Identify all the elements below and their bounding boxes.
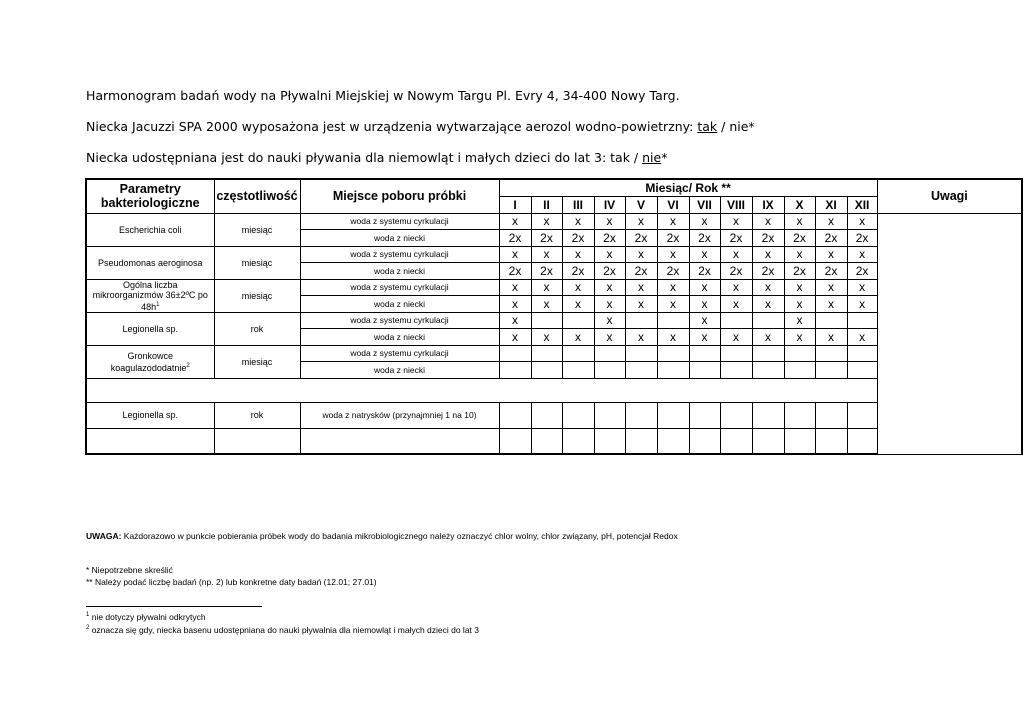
month-mark-cell: x: [752, 213, 784, 230]
footnote-star-1: * Niepotrzebne skreślić: [86, 565, 173, 575]
month-mark-cell: 2x: [657, 263, 689, 280]
month-mark-cell: x: [499, 312, 531, 329]
month-mark-cell: x: [562, 329, 594, 346]
month-mark-cell: x: [499, 246, 531, 263]
blank-cell: [689, 428, 720, 454]
month-mark-cell: [847, 362, 877, 379]
frequency-value: miesiąc: [214, 246, 300, 279]
month-mark-cell: [625, 312, 657, 329]
blank-cell: [562, 428, 594, 454]
option-nie-underlined: nie: [642, 150, 662, 165]
month-mark-cell: [499, 402, 531, 428]
month-mark-cell: x: [720, 213, 752, 230]
parameter-name: Legionella sp.: [86, 402, 214, 428]
month-mark-cell: 2x: [689, 230, 720, 247]
month-mark-cell: [499, 345, 531, 362]
month-mark-cell: x: [657, 246, 689, 263]
footnote-2-number: 2: [86, 625, 90, 632]
month-mark-cell: x: [847, 329, 877, 346]
month-mark-cell: 2x: [784, 263, 815, 280]
header-month-year: Miesiąc/ Rok **: [499, 179, 877, 196]
parameter-label: Legionella sp.: [122, 323, 179, 334]
month-mark-cell: x: [847, 279, 877, 296]
month-mark-cell: [625, 402, 657, 428]
month-mark-cell: 2x: [689, 263, 720, 280]
month-mark-cell: 2x: [594, 263, 625, 280]
month-mark-cell: 2x: [784, 230, 815, 247]
uwaga-note: [86, 531, 678, 541]
table-row: [86, 213, 1022, 230]
month-mark-cell: x: [689, 246, 720, 263]
month-mark-cell: x: [594, 246, 625, 263]
month-header: III: [562, 196, 594, 213]
statement-suffix: / nie*: [717, 119, 755, 134]
blank-cell: [752, 428, 784, 454]
month-mark-cell: [815, 402, 847, 428]
month-mark-cell: x: [594, 312, 625, 329]
month-mark-cell: [689, 402, 720, 428]
month-mark-cell: [815, 312, 847, 329]
footnote-1-number: 1: [86, 612, 90, 619]
month-mark-cell: [847, 345, 877, 362]
month-mark-cell: 2x: [594, 230, 625, 247]
month-mark-cell: [594, 362, 625, 379]
month-mark-cell: [847, 312, 877, 329]
frequency-value: rok: [214, 402, 300, 428]
sampling-place: woda z systemu cyrkulacji: [300, 312, 499, 329]
month-mark-cell: x: [847, 213, 877, 230]
month-mark-cell: x: [720, 246, 752, 263]
sampling-place: woda z niecki: [300, 230, 499, 247]
parameter-label: Ogólna liczba mikroorganizmów 36±2ºC po 48h: [92, 279, 208, 312]
month-header: II: [531, 196, 562, 213]
infant-swimming-statement: [86, 150, 667, 165]
month-mark-cell: [531, 402, 562, 428]
footnote-star-2: ** Należy podać liczbę badań (np. 2) lub konkretne daty badań (12.01; 27.01): [86, 577, 377, 587]
month-mark-cell: x: [689, 296, 720, 313]
month-mark-cell: 2x: [847, 263, 877, 280]
month-mark-cell: [752, 312, 784, 329]
blank-cell: [86, 428, 214, 454]
parameter-name: [86, 345, 214, 378]
footnote-ref: 2: [186, 362, 190, 369]
month-mark-cell: x: [657, 296, 689, 313]
statement-text: Niecka udostępniana jest do nauki pływania dla niemowląt i małych dzieci do lat 3: tak /: [86, 150, 643, 165]
month-mark-cell: 2x: [531, 230, 562, 247]
month-mark-cell: x: [784, 279, 815, 296]
month-mark-cell: [720, 362, 752, 379]
sampling-place: woda z niecki: [300, 329, 499, 346]
month-mark-cell: x: [689, 213, 720, 230]
document-title: Harmonogram badań wody na Pływalni Miejskiej w Nowym Targu Pl. Evry 4, 34-400 Nowy Targ.: [86, 88, 680, 103]
month-mark-cell: x: [499, 213, 531, 230]
month-mark-cell: 2x: [752, 230, 784, 247]
testing-schedule-table: [85, 178, 1023, 455]
month-mark-cell: x: [752, 246, 784, 263]
frequency-value: miesiąc: [214, 213, 300, 246]
month-mark-cell: 2x: [815, 263, 847, 280]
month-mark-cell: [815, 345, 847, 362]
blank-cell: [784, 428, 815, 454]
month-header: IX: [752, 196, 784, 213]
sampling-place: woda z systemu cyrkulacji: [300, 246, 499, 263]
month-mark-cell: x: [562, 296, 594, 313]
header-remarks: Uwagi: [877, 179, 1022, 213]
month-mark-cell: [594, 402, 625, 428]
parameter-label: Gronkowce koagulazododatnie: [110, 350, 187, 373]
month-mark-cell: x: [657, 279, 689, 296]
month-mark-cell: 2x: [531, 263, 562, 280]
month-mark-cell: x: [689, 329, 720, 346]
month-mark-cell: x: [499, 329, 531, 346]
month-mark-cell: [752, 402, 784, 428]
month-mark-cell: 2x: [847, 230, 877, 247]
blank-cell: [300, 428, 499, 454]
month-mark-cell: [562, 312, 594, 329]
month-mark-cell: x: [752, 296, 784, 313]
month-mark-cell: x: [657, 329, 689, 346]
month-header: XII: [847, 196, 877, 213]
statement-text: Niecka Jacuzzi SPA 2000 wyposażona jest w urządzenia wytwarzające aerozol wodno-powietrzny:: [86, 119, 698, 134]
header-frequency: częstotliwość: [214, 179, 300, 213]
month-mark-cell: x: [657, 213, 689, 230]
sampling-place: woda z natrysków (przynajmniej 1 na 10): [300, 402, 499, 428]
spacer-cell: [86, 378, 877, 402]
month-mark-cell: [657, 402, 689, 428]
parameter-name: [86, 213, 214, 246]
month-mark-cell: [594, 345, 625, 362]
month-mark-cell: [531, 345, 562, 362]
month-mark-cell: [657, 345, 689, 362]
sampling-place: woda z systemu cyrkulacji: [300, 345, 499, 362]
blank-cell: [214, 428, 300, 454]
month-mark-cell: [562, 362, 594, 379]
sampling-place: woda z niecki: [300, 362, 499, 379]
month-mark-cell: [657, 362, 689, 379]
sampling-place: woda z niecki: [300, 296, 499, 313]
month-mark-cell: x: [594, 279, 625, 296]
month-mark-cell: [657, 312, 689, 329]
sampling-place: woda z systemu cyrkulacji: [300, 213, 499, 230]
month-mark-cell: [625, 362, 657, 379]
month-mark-cell: [562, 402, 594, 428]
month-mark-cell: 2x: [625, 263, 657, 280]
month-mark-cell: x: [594, 329, 625, 346]
sampling-place: woda z niecki: [300, 263, 499, 280]
month-mark-cell: x: [531, 213, 562, 230]
month-mark-cell: x: [847, 296, 877, 313]
header-sampling-place: Miejsce poboru próbki: [300, 179, 499, 213]
sampling-place: woda z systemu cyrkulacji: [300, 279, 499, 296]
month-mark-cell: [784, 402, 815, 428]
month-mark-cell: [784, 362, 815, 379]
footnote-2-text: oznacza się gdy, niecka basenu udostępniana do nauki pływalnia dla niemowląt i małych dzieci do lat 3: [89, 625, 480, 635]
month-mark-cell: x: [815, 279, 847, 296]
blank-cell: [625, 428, 657, 454]
month-mark-cell: x: [720, 296, 752, 313]
month-mark-cell: 2x: [815, 230, 847, 247]
month-mark-cell: x: [625, 246, 657, 263]
footnote-divider: [86, 606, 262, 607]
month-mark-cell: 2x: [720, 263, 752, 280]
parameter-label: Pseudomonas aeroginosa: [97, 257, 203, 268]
month-mark-cell: x: [499, 279, 531, 296]
month-mark-cell: x: [531, 246, 562, 263]
month-mark-cell: 2x: [499, 230, 531, 247]
month-mark-cell: x: [752, 329, 784, 346]
month-mark-cell: x: [847, 246, 877, 263]
blank-cell: [594, 428, 625, 454]
month-mark-cell: [784, 345, 815, 362]
month-mark-cell: x: [784, 296, 815, 313]
footnote-2: [86, 625, 479, 635]
month-header: VIII: [720, 196, 752, 213]
month-header: V: [625, 196, 657, 213]
month-mark-cell: x: [720, 279, 752, 296]
month-mark-cell: x: [531, 296, 562, 313]
parameter-name: [86, 312, 214, 345]
month-mark-cell: x: [784, 329, 815, 346]
month-header: XI: [815, 196, 847, 213]
month-mark-cell: 2x: [499, 263, 531, 280]
month-mark-cell: x: [689, 279, 720, 296]
parameter-label: Escherichia coli: [118, 224, 182, 235]
jacuzzi-aerosol-statement: [86, 119, 755, 134]
frequency-value: miesiąc: [214, 345, 300, 378]
month-mark-cell: x: [784, 312, 815, 329]
blank-cell: [720, 428, 752, 454]
month-mark-cell: [531, 362, 562, 379]
month-mark-cell: [752, 345, 784, 362]
month-mark-cell: x: [562, 246, 594, 263]
month-mark-cell: 2x: [752, 263, 784, 280]
month-mark-cell: x: [562, 213, 594, 230]
blank-cell: [499, 428, 531, 454]
month-mark-cell: x: [625, 213, 657, 230]
month-mark-cell: x: [689, 312, 720, 329]
month-mark-cell: [815, 362, 847, 379]
statement-suffix: *: [661, 150, 668, 165]
month-mark-cell: [752, 362, 784, 379]
uwaga-text: Każdorazowo w punkcie pobierania próbek wody do badania mikrobiologicznego należy oznaczyć chlor wolny, chlor związany, pH, potencjał Redox: [121, 531, 678, 541]
month-mark-cell: x: [815, 213, 847, 230]
month-mark-cell: x: [594, 213, 625, 230]
month-header: X: [784, 196, 815, 213]
uwaga-label: UWAGA:: [86, 531, 122, 541]
footnote-1: [86, 612, 206, 622]
month-mark-cell: x: [531, 329, 562, 346]
month-mark-cell: x: [815, 296, 847, 313]
blank-cell: [847, 428, 877, 454]
footnote-ref: 1: [156, 301, 160, 308]
month-mark-cell: [689, 362, 720, 379]
month-mark-cell: [625, 345, 657, 362]
month-header: I: [499, 196, 531, 213]
month-mark-cell: x: [625, 329, 657, 346]
month-mark-cell: x: [531, 279, 562, 296]
footnote-1-text: nie dotyczy pływalni odkrytych: [89, 612, 206, 622]
month-mark-cell: [531, 312, 562, 329]
parameter-name: [86, 279, 214, 312]
month-mark-cell: [689, 345, 720, 362]
month-mark-cell: 2x: [562, 230, 594, 247]
month-mark-cell: [720, 312, 752, 329]
month-mark-cell: x: [784, 213, 815, 230]
month-mark-cell: [720, 345, 752, 362]
month-header: VII: [689, 196, 720, 213]
remarks-cell: [877, 213, 1022, 454]
month-mark-cell: x: [594, 296, 625, 313]
blank-cell: [531, 428, 562, 454]
month-mark-cell: x: [720, 329, 752, 346]
month-mark-cell: 2x: [657, 230, 689, 247]
frequency-value: miesiąc: [214, 279, 300, 312]
month-mark-cell: x: [815, 246, 847, 263]
blank-cell: [657, 428, 689, 454]
month-mark-cell: [499, 362, 531, 379]
month-mark-cell: x: [784, 246, 815, 263]
month-mark-cell: 2x: [720, 230, 752, 247]
blank-cell: [815, 428, 847, 454]
month-mark-cell: [847, 402, 877, 428]
frequency-value: rok: [214, 312, 300, 345]
option-tak-underlined: tak: [697, 119, 718, 134]
month-mark-cell: 2x: [625, 230, 657, 247]
month-mark-cell: 2x: [562, 263, 594, 280]
header-parameters: Parametry bakteriologiczne: [86, 179, 214, 213]
month-mark-cell: x: [625, 296, 657, 313]
month-mark-cell: [562, 345, 594, 362]
month-mark-cell: x: [499, 296, 531, 313]
month-mark-cell: x: [752, 279, 784, 296]
month-mark-cell: [720, 402, 752, 428]
month-header: VI: [657, 196, 689, 213]
month-mark-cell: x: [815, 329, 847, 346]
month-mark-cell: x: [625, 279, 657, 296]
month-mark-cell: x: [562, 279, 594, 296]
parameter-name: [86, 246, 214, 279]
month-header: IV: [594, 196, 625, 213]
